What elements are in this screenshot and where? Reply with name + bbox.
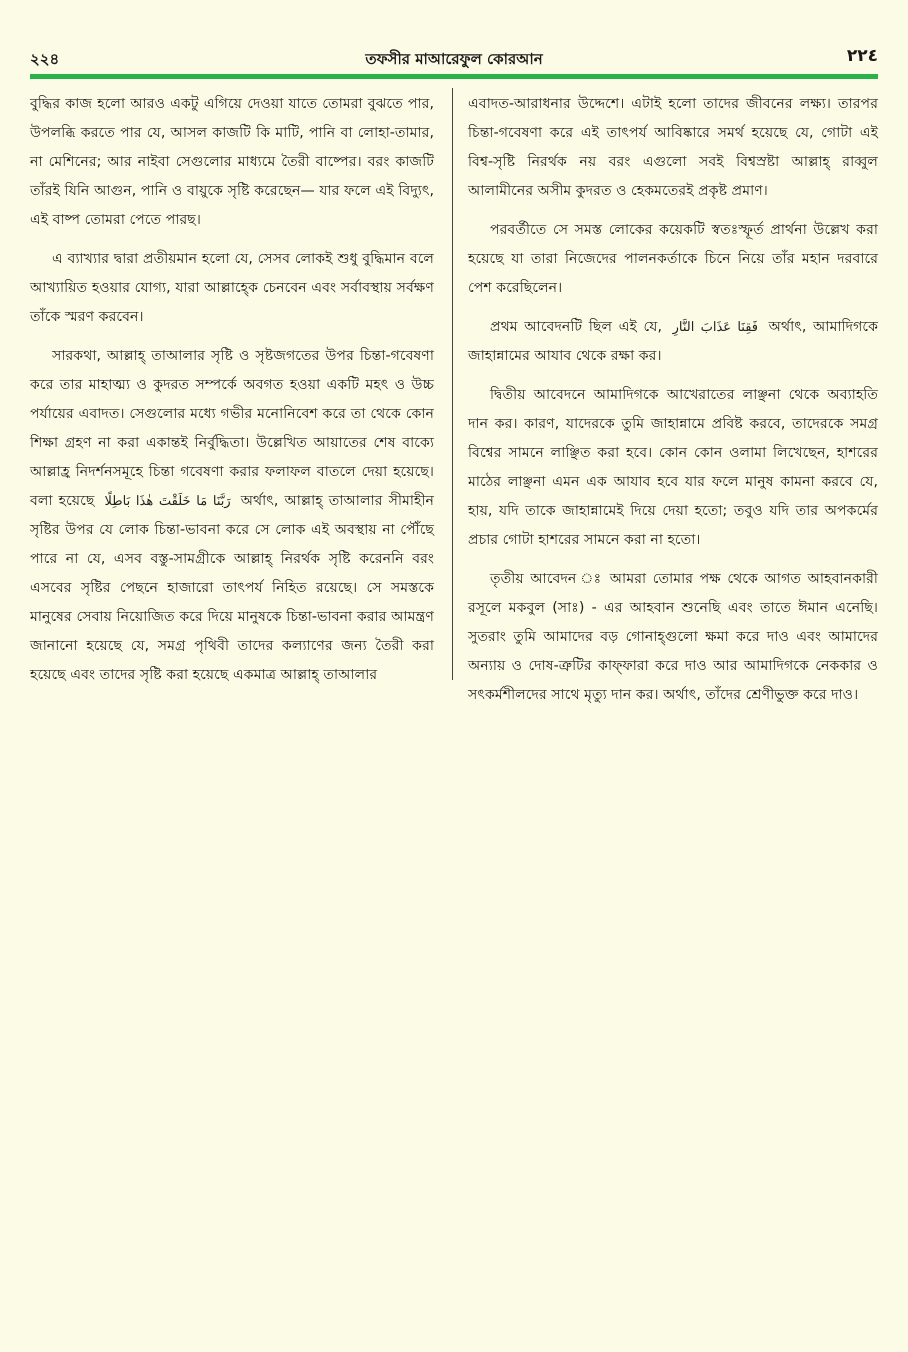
paragraph — [30, 342, 434, 690]
paragraph — [468, 216, 878, 303]
page-header — [30, 44, 878, 74]
paragraph — [30, 90, 434, 235]
page-number-arabic: ٢٢٤ — [846, 46, 878, 66]
paragraph-text: প্রথম আবেদনটি ছিল এই যে, — [490, 319, 669, 335]
paragraph — [468, 90, 878, 206]
paragraph — [468, 565, 878, 710]
paragraph-text: পরবর্তীতে সে সমস্ত লোকের কয়েকটি স্বতঃস্ফূর্ত প্রার্থনা উল্লেখ করা হয়েছে যা তারা নিজেদের পালনকর্তাকে চিনে নিয়ে তাঁর মহান দরবারে পেশ করেছিলেন। — [468, 222, 878, 296]
paragraph-text: দ্বিতীয় আবেদনে আমাদিগকে আখেরাতের লাঞ্ছনা থেকে অব্যাহতি দান কর। কারণ, যাদেরকে তুমি জাহান্নামে প্রবিষ্ট করবে, তাদেরকে সমগ্র বিশ্বের সামনে লাঞ্ছিত করা হবে। কোন কোন ওলামা লিখেছেন, হাশরের মাঠের লাঞ্ছনা এমন এক আযাব হবে যার ফলে মানুষ কামনা করবে যে, হায়, যদি তাকে জাহান্নামেই দিয়ে দেয়া হতো; তবুও যদি তার অপকর্মের প্রচার গোটা হাশরের সামনে করা না হতো। — [468, 387, 878, 548]
paragraph — [30, 245, 434, 332]
paragraph — [468, 313, 878, 371]
paragraph-text: এ ব্যাখ্যার দ্বারা প্রতীয়মান হলো যে, সেসব লোকই শুধু বুদ্ধিমান বলে আখ্যায়িত হওয়ার যোগ্য, যারা আল্লাহ্কে চেনবেন এবং সর্বাবস্থায় সর্বক্ষণ তাঁকে স্মরণ করবেন। — [30, 251, 434, 325]
paragraph — [468, 381, 878, 555]
paragraph-text: তৃতীয় আবেদন ঃ আমরা তোমার পক্ষ থেকে আগত আহবানকারী রসূলে মকবুল (সাঃ) - এর আহবান শুনেছি এবং তাতে ঈমান এনেছি। সুতরাং তুমি আমাদের বড় গোনাহ্গুলো ক্ষমা করে দাও এবং আমাদের অন্যায় ও দোষ-ত্রুটির কাফ্ফারা করে দাও আর আমাদিগকে নেককার ও সৎকর্মশীলদের সাথে মৃত্যু দান কর। অর্থাৎ, তাঁদের শ্রেণীভুক্ত করে দাও। — [468, 571, 878, 703]
paragraph-text: এবাদত-আরাধনার উদ্দেশে। এটাই হলো তাদের জীবনের লক্ষ্য। তারপর চিন্তা-গবেষণা করে এই তাৎপর্য আবিষ্কারে সমর্থ হয়েছে যে, গোটা এই বিশ্ব-সৃষ্টি নিরর্থক নয় বরং এগুলো সবই বিশ্বস্রষ্টা আল্লাহ্ রাব্বুল আলামীনের অসীম কুদরত ও হেকমতেরই প্রকৃষ্ট প্রমাণ। — [468, 96, 878, 199]
paragraph-text: বুদ্ধির কাজ হলো আরও একটু এগিয়ে দেওয়া যাতে তোমরা বুঝতে পার, উপলব্ধি করতে পার যে, আসল কাজটি কি মাটি, পানি বা লোহা-তামার, না মেশিনের; আর নাইবা সেগুলোর মাধ্যমে তৈরী বাষ্পের। বরং কাজটি তাঁরই যিনি আগুন, পানি ও বায়ুকে সৃষ্টি করেছেন— যার ফলে এই বিদ্যুৎ, এই বাষ্প তোমরা পেতে পারছ। — [30, 96, 434, 228]
paragraph-text: সারকথা, আল্লাহ্ তাআলার সৃষ্টি ও সৃষ্টজগতের উপর চিন্তা-গবেষণা করে তার মাহাত্ম্য ও কুদরত সম্পর্কে অবগত হওয়া একটি মহৎ ও উচ্চ পর্যায়ের এবাদত। সেগুলোর মধ্যে গভীর মনোনিবেশ করে তা থেকে কোন শিক্ষা গ্রহণ না করা একান্তই নির্বুদ্ধিতা। উল্লেখিত আয়াতের শেষ বাক্যে আল্লাহ্র নিদর্শনসমূহে চিন্তা গবেষণা করার ফলাফল বাতলে দেয়া হয়েছে। বলা হয়েছে — [30, 348, 434, 509]
arabic-quote: فَقِنَا عَذَابَ النَّارِ — [672, 320, 759, 335]
column-divider — [452, 88, 453, 680]
page-number-bengali: ২২৪ — [30, 50, 60, 68]
paragraph-text: অর্থাৎ, আমাদিগকে জাহান্নামের আযাব থেকে রক্ষা কর। — [468, 319, 878, 364]
arabic-quote: رَبَّنَا مَا خَلَقْتَ هٰذَا بَاطِلًا — [104, 494, 231, 509]
right-column — [468, 90, 878, 720]
header-rule — [30, 74, 878, 79]
left-column — [30, 90, 434, 700]
running-title: তফসীর মাআরেফুল কোরআন — [365, 50, 543, 68]
paragraph-text: অর্থাৎ, আল্লাহ্ তাআলার সীমাহীন সৃষ্টির উপর যে লোক চিন্তা-ভাবনা করে সে লোক এই অবস্থায় না পৌঁছে পারে না যে, এসব বস্তু-সামগ্রীকে আল্লাহ্ নিরর্থক সৃষ্টি করেননি বরং এসবের সৃষ্টির পেছনে হাজারো তাৎপর্য নিহিত রয়েছে। সে সমস্তকে মানুষের সেবায় নিয়োজিত করে দিয়ে মানুষকে চিন্তা-ভাবনা করার আমন্ত্রণ জানানো হয়েছে যে, সমগ্র পৃথিবী তাদের কল্যাণের জন্য তৈরী করা হয়েছে এবং তাদের সৃষ্টি করা হয়েছে একমাত্র আল্লাহ্ তাআলার — [30, 493, 434, 683]
